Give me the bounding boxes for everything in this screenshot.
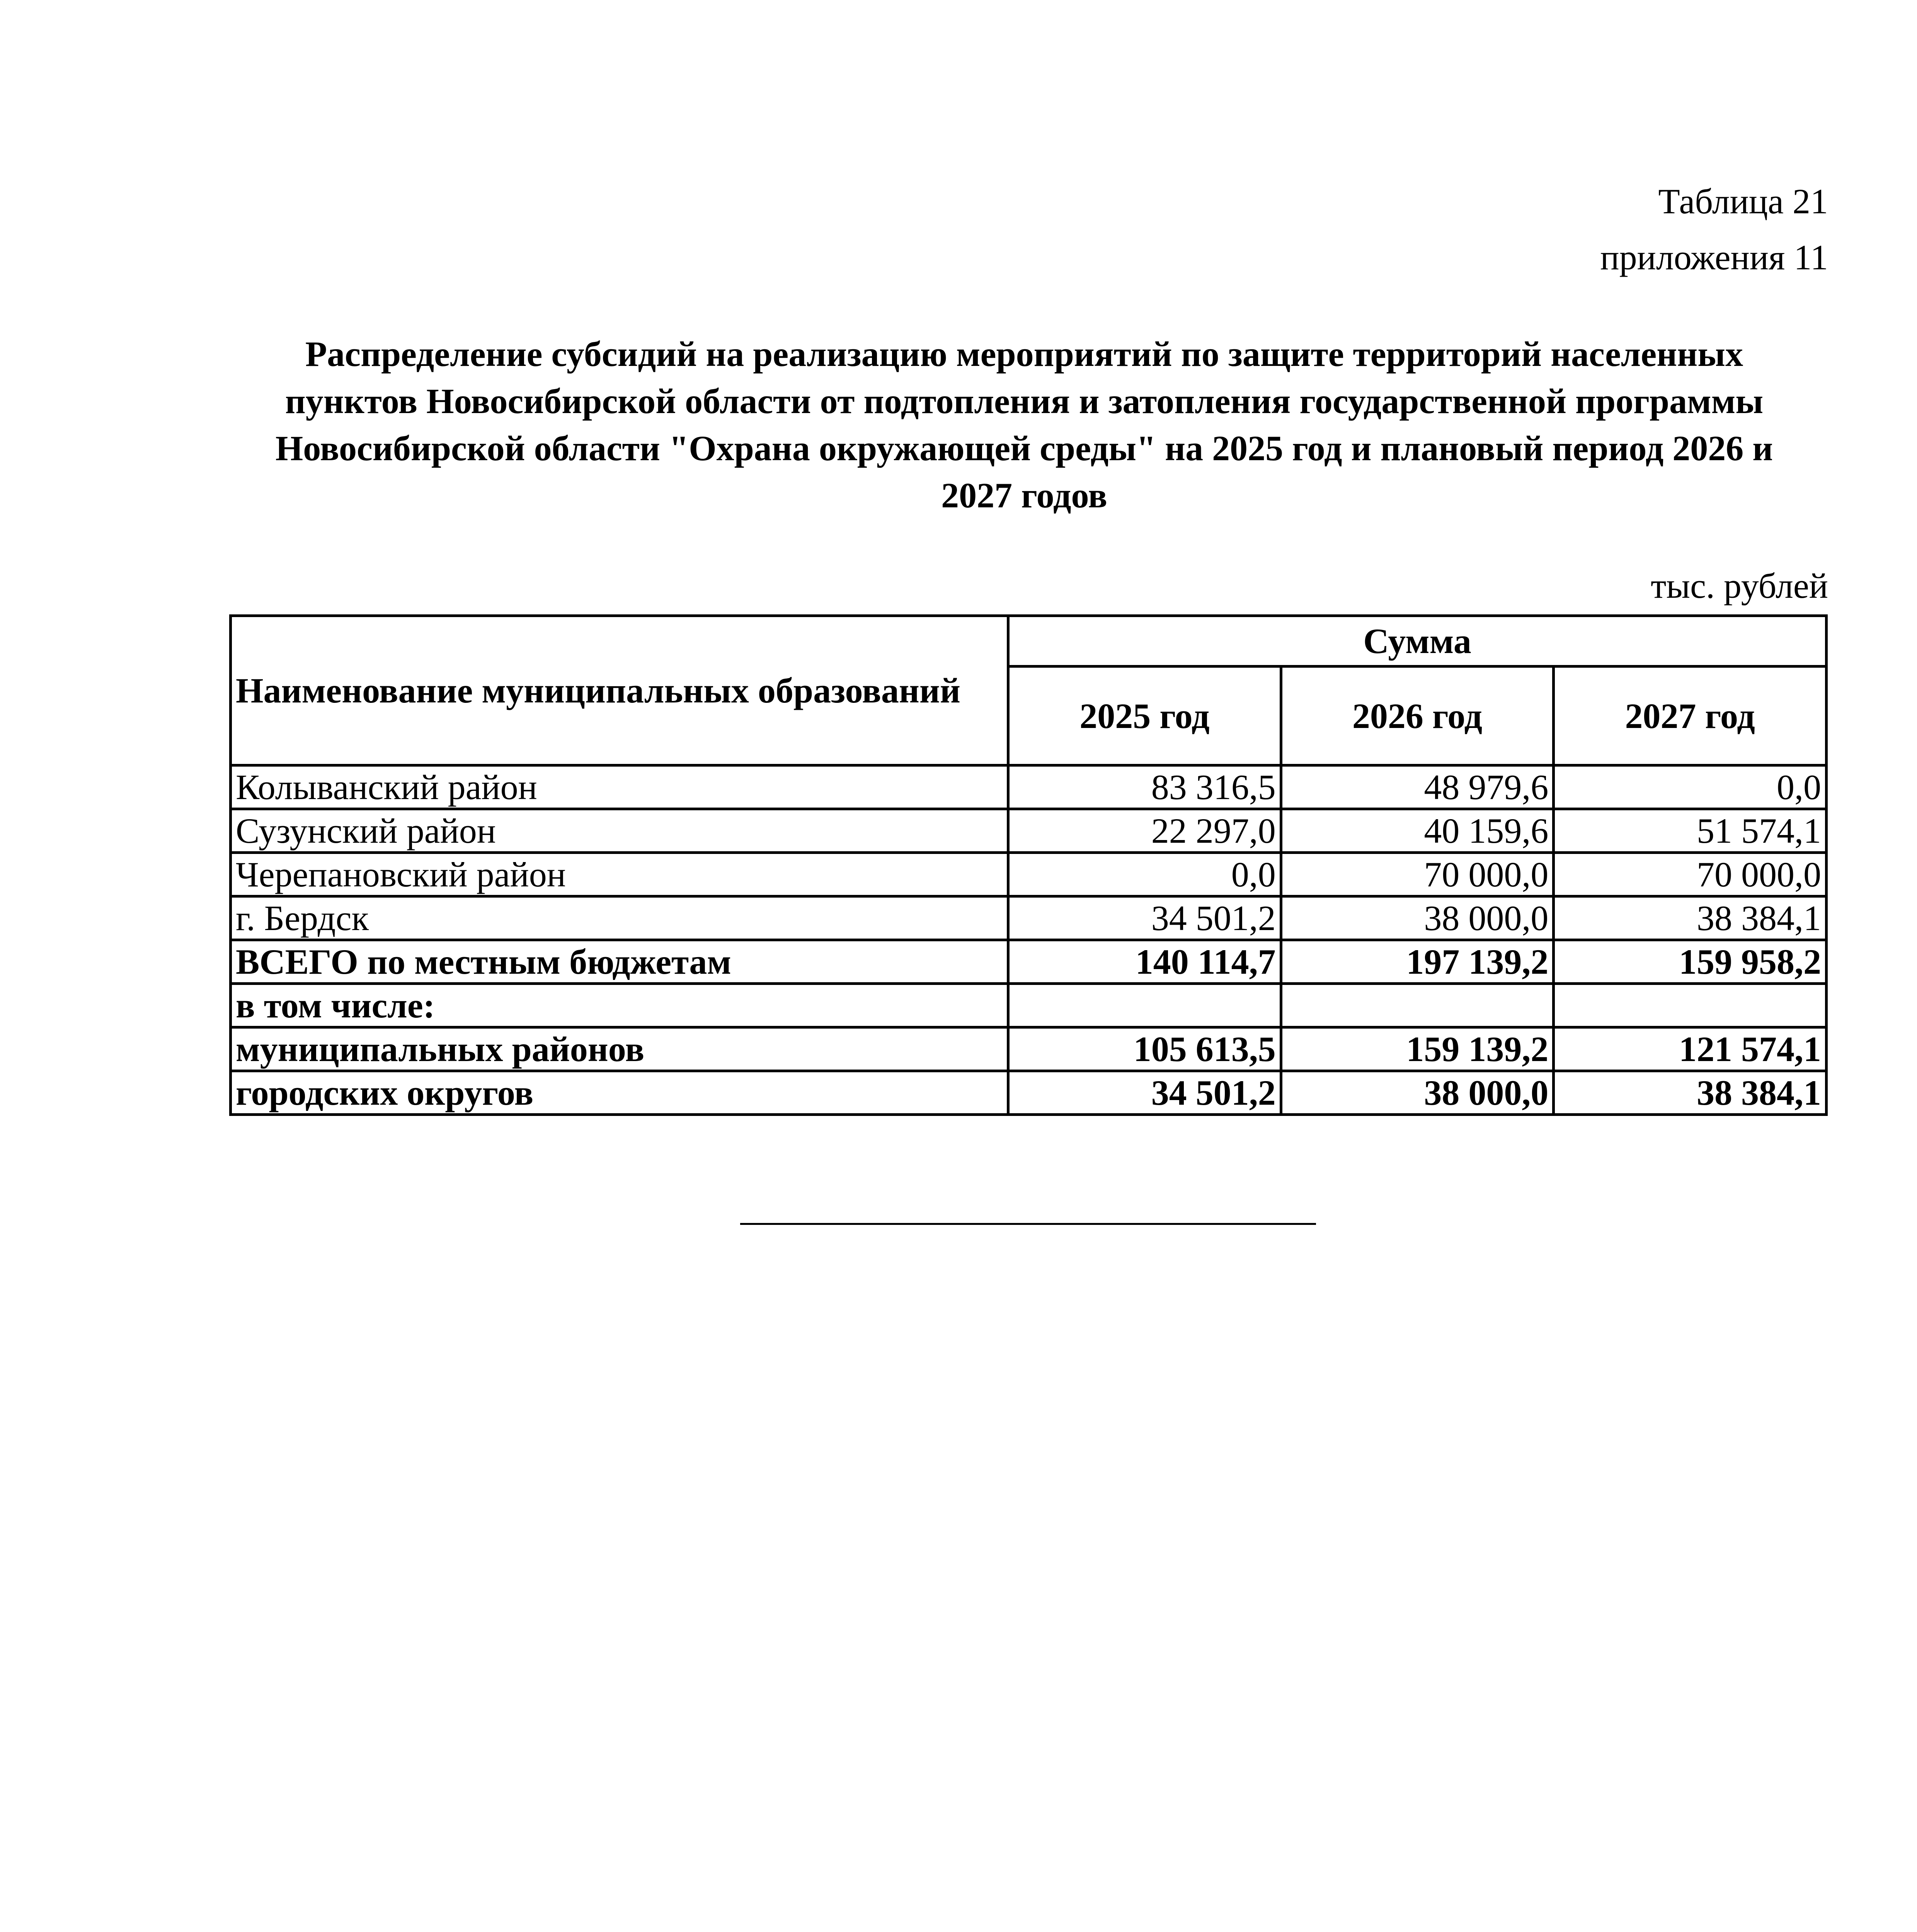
- cell-2025: 140 114,7: [1008, 940, 1281, 984]
- column-header-sum: Сумма: [1008, 616, 1827, 667]
- cell-2027: 51 574,1: [1554, 809, 1827, 853]
- cell-2026: 197 139,2: [1281, 940, 1554, 984]
- row-name: ВСЕГО по местным бюджетам: [231, 940, 1008, 984]
- cell-2025: 22 297,0: [1008, 809, 1281, 853]
- cell-2026: 159 139,2: [1281, 1027, 1554, 1071]
- cell-2027: 159 958,2: [1554, 940, 1827, 984]
- cell-2027: 121 574,1: [1554, 1027, 1827, 1071]
- row-name: Сузунский район: [231, 809, 1008, 853]
- column-header-year: 2027 год: [1554, 667, 1827, 765]
- cell-2025: 83 316,5: [1008, 765, 1281, 809]
- cell-2025: [1008, 984, 1281, 1027]
- cell-2027: [1554, 984, 1827, 1027]
- cell-2027: 0,0: [1554, 765, 1827, 809]
- table-row: [231, 853, 1827, 896]
- row-name: г. Бердск: [231, 896, 1008, 940]
- subtotal-row: [231, 1071, 1827, 1115]
- column-header-year: 2026 год: [1281, 667, 1554, 765]
- cell-2026: 40 159,6: [1281, 809, 1554, 853]
- subtotal-row: [231, 1027, 1827, 1071]
- row-name: городских округов: [231, 1071, 1008, 1115]
- subsidy-table: [229, 614, 1828, 1116]
- table-row: [231, 809, 1827, 853]
- title-line: пунктов Новосибирской области от подтопления и затопления государственной программы: [285, 381, 1764, 421]
- document-title: [216, 330, 1832, 519]
- cell-2025: 34 501,2: [1008, 896, 1281, 940]
- row-name: в том числе:: [231, 984, 1008, 1027]
- title-line: Распределение субсидий на реализацию мероприятий по защите территорий населенных: [305, 334, 1743, 374]
- cell-2026: 38 000,0: [1281, 1071, 1554, 1115]
- units-label: тыс. рублей: [1651, 566, 1828, 605]
- table-row: [231, 765, 1827, 809]
- title-line: Новосибирской области "Охрана окружающей среды" на 2025 год и плановый период 2026 и: [275, 429, 1773, 468]
- cell-2027: 38 384,1: [1554, 896, 1827, 940]
- table-row: [231, 896, 1827, 940]
- cell-2025: 34 501,2: [1008, 1071, 1281, 1115]
- cell-2025: 0,0: [1008, 853, 1281, 896]
- cell-2027: 38 384,1: [1554, 1071, 1827, 1115]
- column-header-name: Наименование муниципальных образований: [231, 616, 1008, 765]
- cell-2025: 105 613,5: [1008, 1027, 1281, 1071]
- cell-2026: [1281, 984, 1554, 1027]
- row-name: Колыванский район: [231, 765, 1008, 809]
- separator-line: [740, 1223, 1316, 1225]
- title-line: 2027 годов: [941, 476, 1107, 515]
- row-name: муниципальных районов: [231, 1027, 1008, 1071]
- cell-2026: 48 979,6: [1281, 765, 1554, 809]
- subheading-row: [231, 984, 1827, 1027]
- table-number: Таблица 21: [1658, 182, 1828, 221]
- cell-2026: 38 000,0: [1281, 896, 1554, 940]
- column-header-year: 2025 год: [1008, 667, 1281, 765]
- cell-2026: 70 000,0: [1281, 853, 1554, 896]
- cell-2027: 70 000,0: [1554, 853, 1827, 896]
- row-name: Черепановский район: [231, 853, 1008, 896]
- appendix-reference: приложения 11: [1600, 238, 1828, 277]
- total-row: [231, 940, 1827, 984]
